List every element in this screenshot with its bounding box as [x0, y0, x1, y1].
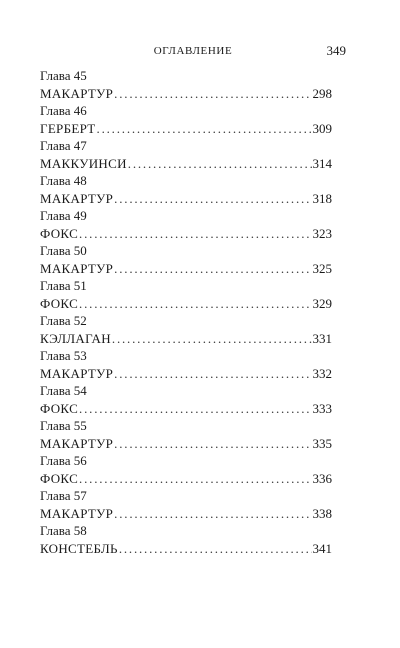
chapter-page-number: 298 — [312, 85, 332, 101]
chapter-label: Глава 53 — [40, 348, 87, 363]
chapter-title: МАКАРТУР — [40, 435, 114, 451]
dot-leader — [97, 120, 312, 138]
toc-entry-row — [40, 190, 332, 208]
toc-entry — [40, 417, 332, 452]
chapter-title: МАКАРТУР — [40, 365, 114, 381]
chapter-title: КЭЛЛАГАН — [40, 330, 111, 346]
dot-leader — [79, 400, 311, 418]
toc-entry — [40, 207, 332, 242]
toc-entry — [40, 277, 332, 312]
chapter-label: Глава 51 — [40, 278, 87, 293]
dot-leader — [79, 295, 311, 313]
chapter-title: МАКАРТУР — [40, 505, 114, 521]
dot-leader — [114, 365, 311, 383]
dot-leader — [79, 470, 311, 488]
chapter-page-number: 341 — [312, 540, 332, 556]
toc-entry-row — [40, 540, 332, 558]
chapter-title: МАККУИНСИ — [40, 155, 127, 171]
chapter-label: Глава 52 — [40, 313, 87, 328]
toc-entry-row — [40, 400, 332, 418]
toc-entry — [40, 522, 332, 557]
chapter-label: Глава 54 — [40, 383, 87, 398]
toc-entry-row — [40, 225, 332, 243]
toc-entry-row — [40, 365, 332, 383]
toc-entry-row — [40, 470, 332, 488]
toc-entry — [40, 137, 332, 172]
chapter-page-number: 323 — [312, 225, 332, 241]
toc-entry-row — [40, 155, 332, 173]
chapter-label: Глава 58 — [40, 523, 87, 538]
dot-leader — [114, 260, 311, 278]
toc-entry — [40, 102, 332, 137]
chapter-title: ГЕРБЕРТ — [40, 120, 96, 136]
toc-entry-row — [40, 435, 332, 453]
chapter-title: МАКАРТУР — [40, 190, 114, 206]
toc-entry-row — [40, 295, 332, 313]
chapter-title: ФОКС — [40, 295, 79, 311]
dot-leader — [114, 190, 311, 208]
chapter-label: Глава 49 — [40, 208, 87, 223]
chapter-page-number: 314 — [312, 155, 332, 171]
toc-entry — [40, 242, 332, 277]
toc-entry — [40, 312, 332, 347]
chapter-page-number: 336 — [312, 470, 332, 486]
toc-entry — [40, 347, 332, 382]
chapter-page-number: 309 — [312, 120, 332, 136]
chapter-title: МАКАРТУР — [40, 260, 114, 276]
toc-entry — [40, 382, 332, 417]
chapter-label: Глава 56 — [40, 453, 87, 468]
page-number: 349 — [326, 43, 346, 58]
chapter-title: КОНСТЕБЛЬ — [40, 540, 118, 556]
dot-leader — [114, 505, 311, 523]
chapter-page-number: 338 — [312, 505, 332, 521]
chapter-page-number: 318 — [312, 190, 332, 206]
chapter-page-number: 332 — [312, 365, 332, 381]
running-header — [40, 42, 346, 60]
toc-entry-row — [40, 260, 332, 278]
toc-entry-row — [40, 85, 332, 103]
chapter-label: Глава 48 — [40, 173, 87, 188]
toc-entry-row — [40, 120, 332, 138]
chapter-label: Глава 57 — [40, 488, 87, 503]
toc-entry-row — [40, 330, 332, 348]
toc-entry — [40, 487, 332, 522]
toc-entry — [40, 67, 332, 102]
dot-leader — [114, 435, 311, 453]
page-title: ОГЛАВЛЕНИЕ — [153, 45, 233, 57]
toc-entry — [40, 172, 332, 207]
toc-entry — [40, 452, 332, 487]
chapter-title: ФОКС — [40, 470, 79, 486]
chapter-page-number: 335 — [312, 435, 332, 451]
dot-leader — [114, 85, 311, 103]
chapter-title: ФОКС — [40, 225, 79, 241]
chapter-page-number: 331 — [312, 330, 332, 346]
dot-leader — [119, 540, 312, 558]
chapter-page-number: 325 — [312, 260, 332, 276]
chapter-page-number: 329 — [312, 295, 332, 311]
dot-leader — [79, 225, 311, 243]
dot-leader — [112, 330, 312, 348]
chapter-title: ФОКС — [40, 400, 79, 416]
chapter-label: Глава 47 — [40, 138, 87, 153]
toc-entry-row — [40, 505, 332, 523]
chapter-label: Глава 45 — [40, 68, 87, 83]
dot-leader — [128, 155, 312, 173]
chapter-page-number: 333 — [312, 400, 332, 416]
table-of-contents — [40, 67, 332, 557]
chapter-title: МАКАРТУР — [40, 85, 114, 101]
chapter-label: Глава 55 — [40, 418, 87, 433]
chapter-label: Глава 46 — [40, 103, 87, 118]
chapter-label: Глава 50 — [40, 243, 87, 258]
